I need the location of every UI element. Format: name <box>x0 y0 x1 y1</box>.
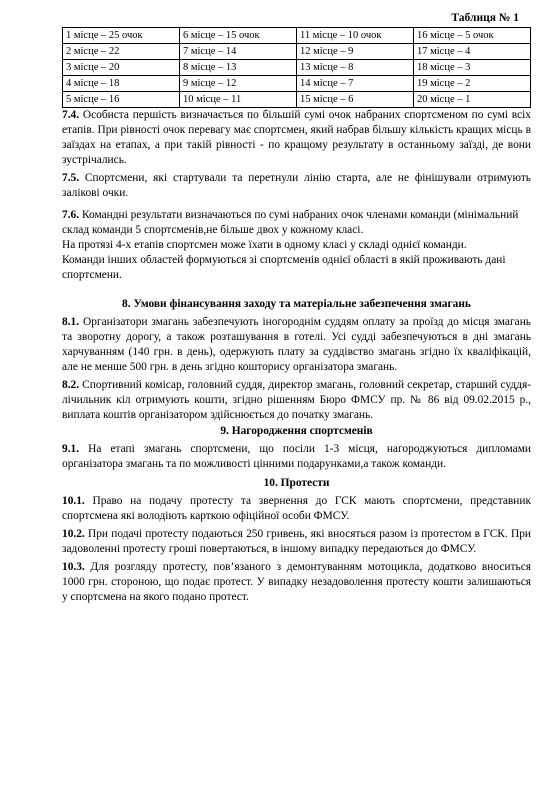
paragraph-9-1: 9.1. На етапі змагань спортсмени, що посіли 1-3 місця, нагороджуються дипломами організатора змагань та по можливості цінними подарунками,а також команди. <box>62 443 531 470</box>
table-cell: 1 місце – 25 очок <box>63 28 180 44</box>
table-cell: 17 місце – 4 <box>414 44 531 60</box>
table-cell: 5 місце – 16 <box>63 92 180 108</box>
table-cell: 10 місце – 11 <box>180 92 297 108</box>
table-cell: 8 місце – 13 <box>180 60 297 76</box>
table-cell: 15 місце – 6 <box>297 92 414 108</box>
paragraph-7-6-b: На протязі 4-х етапів спортсмен може їхати в одному класі у складі однієї команди. <box>62 239 467 251</box>
points-table <box>62 27 531 108</box>
table-cell: 16 місце – 5 очок <box>414 28 531 44</box>
paragraph-10-3: 10.3. Для розгляду протесту, пов’язаного з демонтуванням мотоцикла, додатково вноситься 1000 грн. стороною, що подає протест. У випадку незадоволення протесту кошти залишаються у спортсмена на якого подано протест. <box>62 561 531 603</box>
paragraph-7-6-c: Команди інших областей формуються зі спортсменів однієї області в якій проживають дані спортсмени. <box>62 254 506 281</box>
table-cell: 12 місце – 9 <box>297 44 414 60</box>
table-cell: 2 місце – 22 <box>63 44 180 60</box>
table-row <box>63 28 531 44</box>
section-heading-8: 8. Умови фінансування заходу та матеріальне забезпечення змагань <box>122 298 471 310</box>
table-row <box>63 76 531 92</box>
table-row <box>63 92 531 108</box>
paragraph-7-5: 7.5. Спортсмени, які стартували та перетнули лінію старта, але не фінішували отримують залікові очки. <box>62 172 531 199</box>
document-body <box>62 108 531 605</box>
table-cell: 18 місце – 3 <box>414 60 531 76</box>
table-row <box>63 60 531 76</box>
table-cell: 14 місце – 7 <box>297 76 414 92</box>
table-row <box>63 44 531 60</box>
table-cell: 9 місце – 12 <box>180 76 297 92</box>
table-cell: 13 місце – 8 <box>297 60 414 76</box>
table-cell: 20 місце – 1 <box>414 92 531 108</box>
section-heading-9: 9. Нагородження спортсменів <box>220 425 373 437</box>
paragraph-8-1: 8.1. Організатори змагань забезпечують іногороднім суддям оплату за проїзд до місця змагань та зворотну дорогу, а також розташування в готелі. Усі судді забезпечуються в дні змагань харчуванням (140 грн. в день), одержують плату за суддівство змагань згідно їх кваліфікацій, але не менше 500 грн. в день згідно кошторису організатора змагань. <box>62 316 531 373</box>
section-heading-10: 10. Протести <box>263 477 330 489</box>
paragraph-8-2: 8.2. Спортивний комісар, головний суддя, директор змагань, головний секретар, старший суддя-лічильник кіл отримують кошти, згідно рішенням Бюро ФМСУ пр. № 86 від 09.02.2015 р., виплата коштів організатором здійснюється до початку змагань. <box>62 379 531 421</box>
table-cell: 6 місце – 15 очок <box>180 28 297 44</box>
table-cell: 19 місце – 2 <box>414 76 531 92</box>
table-cell: 3 місце – 20 <box>63 60 180 76</box>
table-cell: 4 місце – 18 <box>63 76 180 92</box>
paragraph-10-1: 10.1. Право на подачу протесту та звернення до ГСК мають спортсмени, представник спортсмена які володіють карткою офіційної особи ФМСУ. <box>62 495 531 522</box>
paragraph-10-2: 10.2. При подачі протесту подаються 250 гривень, які вносяться разом із протестом в ГСК. При задоволенні протесту гроші повертаються, в іншому випадку передаються до ФМСУ. <box>62 528 531 555</box>
paragraph-7-4: 7.4. Особиста першість визначається по більшій сумі очок набраних спортсменом по сумі всіх етапів. При рівності очок перевагу має спортсмен, який набрав більшу кількість кращих місць в заїздах на етапах, а при такій рівності - по кращому результату в останньому заїзді, де вони зустрічались. <box>62 109 531 166</box>
table-cell: 11 місце – 10 очок <box>297 28 414 44</box>
paragraph-7-6: 7.6. Командні результати визначаються по сумі набраних очок членами команди (мінімальний склад команди 5 спортсменів,не більше двох у кожному класі. <box>62 209 519 236</box>
table-caption: Таблиця № 1 <box>451 12 519 24</box>
table-cell: 7 місце – 14 <box>180 44 297 60</box>
